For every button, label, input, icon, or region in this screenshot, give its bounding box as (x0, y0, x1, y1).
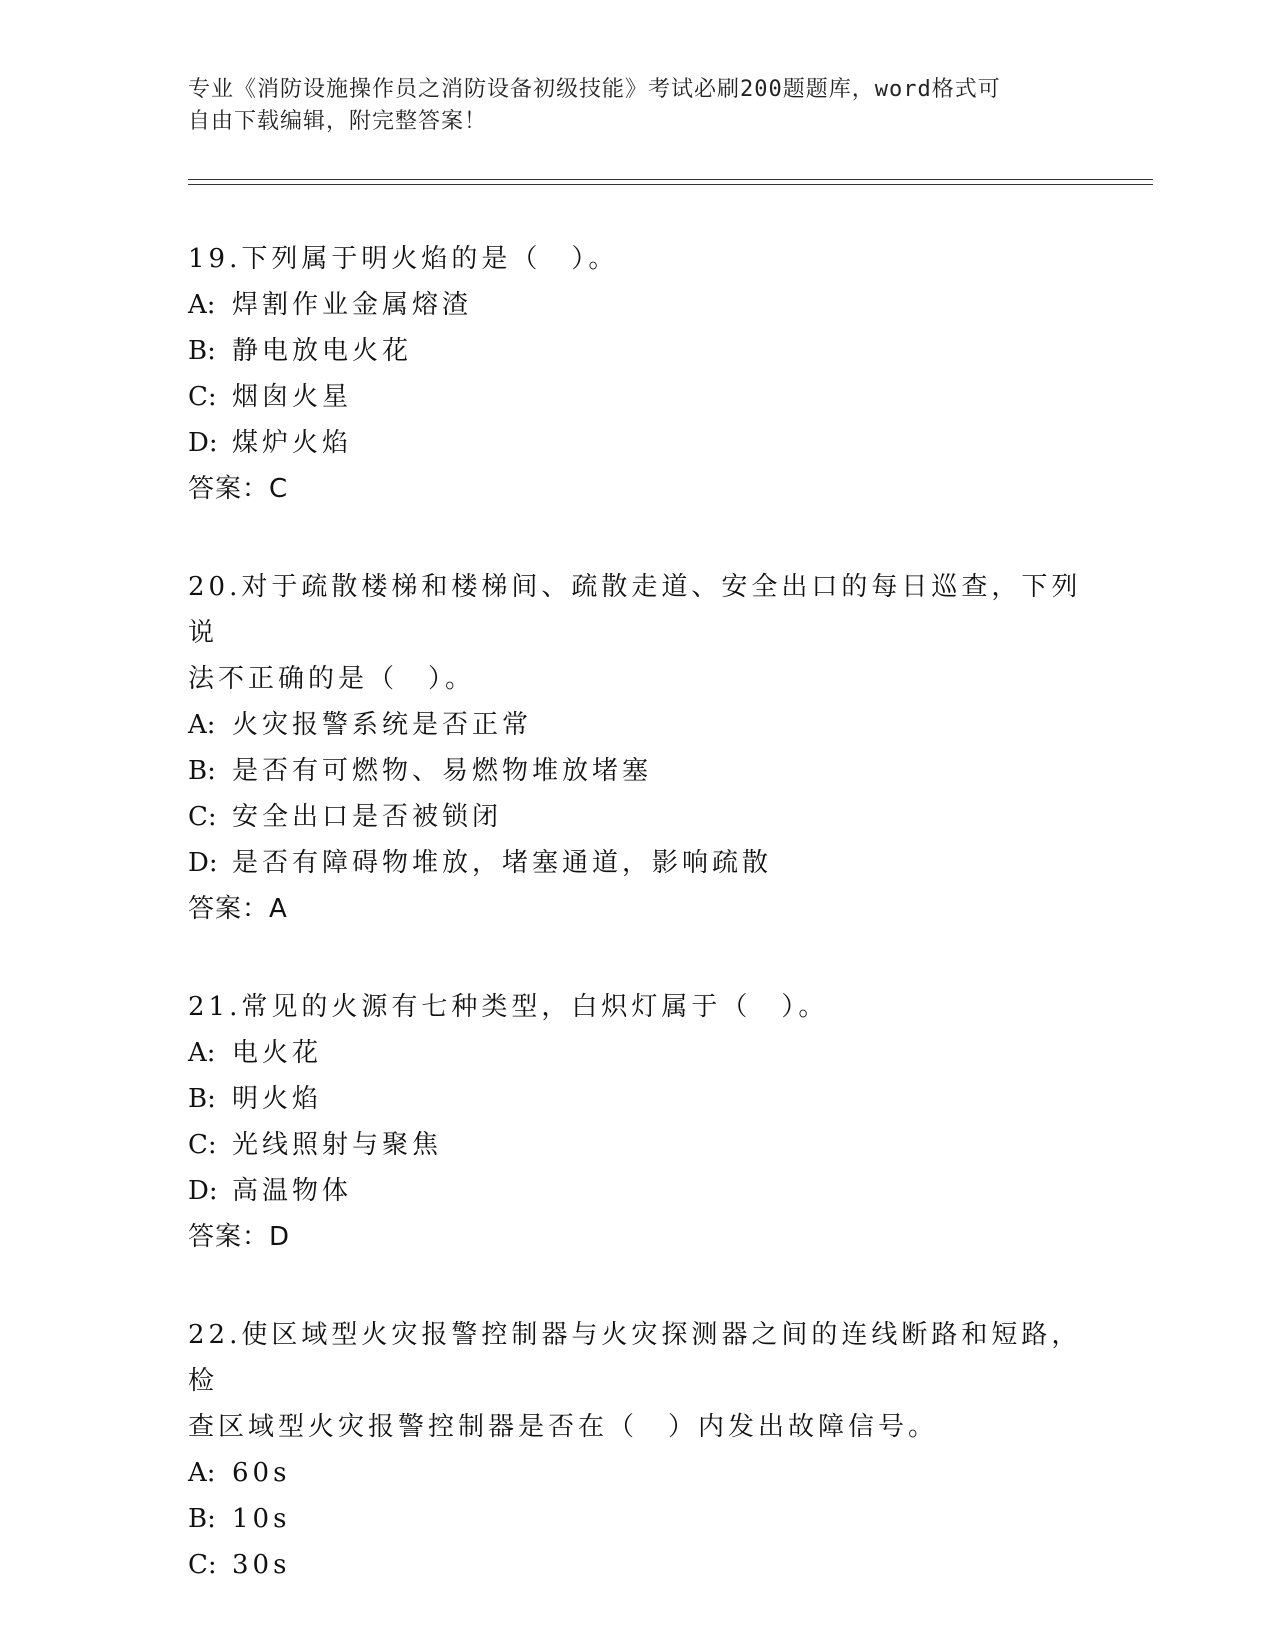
option-key: A: (188, 1038, 216, 1068)
question-stem-line-2: 查区域型火灾报警控制器是否在（ ）内发出故障信号。 (188, 1412, 939, 1442)
document-header (188, 74, 1068, 138)
question-22 (188, 1312, 1088, 1588)
option-text: 焊割作业金属熔渣 (232, 290, 473, 320)
header-divider-top (188, 179, 1153, 180)
option-key: C: (188, 1130, 217, 1160)
option-c (188, 1122, 1088, 1168)
question-20 (188, 564, 1088, 932)
option-c (188, 1542, 1088, 1588)
option-text: 是否有可燃物、易燃物堆放堵塞 (232, 756, 653, 786)
option-key: B: (188, 336, 216, 366)
option-key: B: (188, 1504, 216, 1534)
question-19 (188, 236, 1088, 512)
option-text: 静电放电火花 (232, 336, 413, 366)
question-list (188, 236, 1088, 1640)
answer-line: 答案：C (188, 474, 289, 504)
option-a (188, 282, 1088, 328)
option-c (188, 374, 1088, 420)
option-text: 火灾报警系统是否正常 (232, 710, 533, 740)
option-d (188, 420, 1088, 466)
option-key: A: (188, 1458, 216, 1488)
answer-line: 答案：D (188, 1222, 291, 1252)
option-text: 光线照射与聚焦 (232, 1130, 443, 1160)
option-c (188, 794, 1088, 840)
option-b (188, 1076, 1088, 1122)
option-key: A: (188, 290, 216, 320)
option-key: C: (188, 802, 217, 832)
option-a (188, 1030, 1088, 1076)
header-line-2: 自由下载编辑，附完整答案！ (188, 109, 488, 134)
option-a (188, 702, 1088, 748)
option-key: C: (188, 1550, 217, 1580)
option-key: D: (188, 848, 218, 878)
question-stem-line-1: 22.使区域型火灾报警控制器与火灾探测器之间的连线断路和短路，检 (188, 1320, 1082, 1396)
option-text: 高温物体 (232, 1176, 353, 1206)
option-d (188, 1168, 1088, 1214)
option-text: 30s (232, 1550, 291, 1580)
option-text: 60s (232, 1458, 291, 1488)
option-b (188, 1496, 1088, 1542)
option-a (188, 1450, 1088, 1496)
option-d (188, 840, 1088, 886)
option-text: 是否有障碍物堆放，堵塞通道，影响疏散 (232, 848, 773, 878)
header-divider-bottom (188, 184, 1153, 185)
option-text: 安全出口是否被锁闭 (232, 802, 503, 832)
header-line-1: 专业《消防设施操作员之消防设备初级技能》考试必刷200题题库，word格式可 (188, 77, 1001, 102)
option-text: 烟囱火星 (232, 382, 353, 412)
option-text: 电火花 (232, 1038, 323, 1068)
option-b (188, 328, 1088, 374)
question-21 (188, 984, 1088, 1260)
option-text: 煤炉火焰 (232, 428, 353, 458)
option-text: 明火焰 (232, 1084, 323, 1114)
question-stem-line-1: 20.对于疏散楼梯和楼梯间、疏散走道、安全出口的每日巡查，下列说 (188, 572, 1082, 648)
option-key: D: (188, 1176, 218, 1206)
option-text: 10s (232, 1504, 291, 1534)
option-key: A: (188, 710, 216, 740)
option-b (188, 748, 1088, 794)
option-key: D: (188, 428, 218, 458)
option-key: C: (188, 382, 217, 412)
option-key: B: (188, 756, 216, 786)
option-key: B: (188, 1084, 216, 1114)
answer-line: 答案：A (188, 894, 288, 924)
question-stem-line-2: 法不正确的是（ ）。 (188, 664, 476, 694)
question-stem: 21.常见的火源有七种类型，白炽灯属于（ ）。 (188, 992, 829, 1022)
question-stem: 19.下列属于明火焰的是（ ）。 (188, 244, 619, 274)
